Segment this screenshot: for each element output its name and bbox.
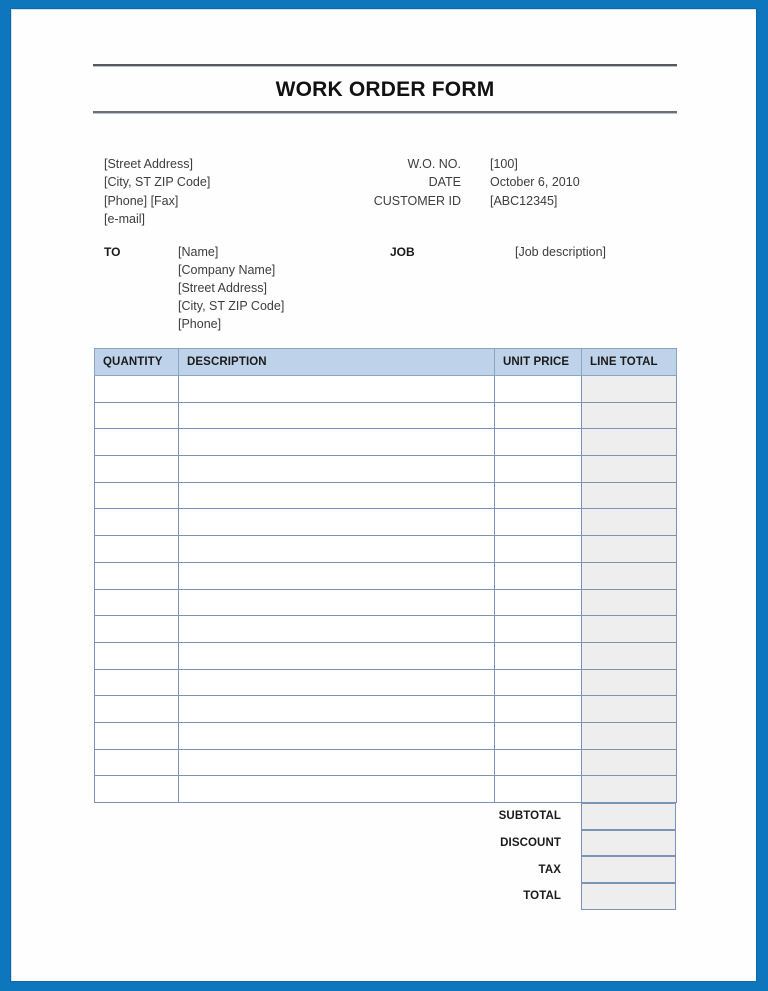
cell-quantity[interactable] [95, 376, 179, 403]
meta-value-date[interactable]: October 6, 2010 [490, 175, 580, 190]
recipient-job-block [104, 243, 684, 333]
cell-line-total[interactable] [582, 669, 677, 696]
cell-description[interactable] [179, 616, 495, 643]
cell-line-total[interactable] [582, 402, 677, 429]
cell-quantity[interactable] [95, 642, 179, 669]
cell-line-total[interactable] [582, 776, 677, 803]
cell-quantity[interactable] [95, 722, 179, 749]
table-row [95, 376, 677, 403]
cell-unit-price[interactable] [495, 509, 582, 536]
recipient-line-company[interactable]: [Company Name] [178, 263, 276, 277]
table-row [95, 456, 677, 483]
table-header-row [95, 349, 677, 376]
cell-quantity[interactable] [95, 669, 179, 696]
totals-label-total: TOTAL [523, 890, 561, 903]
title-rule-bottom [93, 111, 677, 114]
totals-value-discount[interactable] [581, 830, 676, 857]
sender-line-city: [City, ST ZIP Code] [104, 175, 211, 190]
meta-value-wo-no[interactable]: [100] [490, 157, 518, 171]
meta-value-customer-id[interactable]: [ABC12345] [490, 193, 558, 208]
table-row [95, 482, 677, 509]
totals-value-tax[interactable] [581, 856, 676, 883]
cell-quantity[interactable] [95, 589, 179, 616]
cell-description[interactable] [179, 376, 495, 403]
cell-description[interactable] [179, 536, 495, 563]
document-sheet [11, 9, 756, 981]
table-row [95, 536, 677, 563]
cell-unit-price[interactable] [495, 456, 582, 483]
table-row [95, 429, 677, 456]
cell-line-total[interactable] [582, 509, 677, 536]
cell-quantity[interactable] [95, 402, 179, 429]
cell-unit-price[interactable] [495, 696, 582, 723]
cell-description[interactable] [179, 696, 495, 723]
totals-row-tax [432, 856, 676, 883]
title-block [93, 64, 677, 114]
totals-label-discount: DISCOUNT [500, 837, 561, 850]
page-title: WORK ORDER FORM [275, 78, 495, 101]
totals-row-subtotal [432, 803, 676, 830]
cell-quantity[interactable] [95, 536, 179, 563]
cell-description[interactable] [179, 722, 495, 749]
cell-description[interactable] [179, 429, 495, 456]
sender-line-email: [e-mail] [104, 212, 145, 227]
job-description-value[interactable]: [Job description] [515, 245, 607, 259]
totals-row-discount [432, 830, 676, 857]
sender-line-street: [Street Address] [104, 157, 193, 171]
cell-unit-price[interactable] [495, 429, 582, 456]
cell-line-total[interactable] [582, 376, 677, 403]
table-row [95, 696, 677, 723]
cell-quantity[interactable] [95, 696, 179, 723]
cell-description[interactable] [179, 509, 495, 536]
cell-description[interactable] [179, 402, 495, 429]
cell-quantity[interactable] [95, 749, 179, 776]
cell-unit-price[interactable] [495, 722, 582, 749]
table-row [95, 749, 677, 776]
table-row [95, 722, 677, 749]
column-header-description: DESCRIPTION [179, 349, 495, 376]
cell-description[interactable] [179, 669, 495, 696]
table-row [95, 776, 677, 803]
meta-row-date [342, 173, 580, 191]
cell-line-total[interactable] [582, 696, 677, 723]
meta-label-wo-no: W.O. NO. [407, 157, 461, 171]
recipient-line-name[interactable]: [Name] [178, 245, 219, 259]
cell-description[interactable] [179, 749, 495, 776]
totals-block [432, 803, 676, 910]
cell-quantity[interactable] [95, 429, 179, 456]
cell-unit-price[interactable] [495, 376, 582, 403]
cell-unit-price[interactable] [495, 749, 582, 776]
table-row [95, 402, 677, 429]
totals-row-total [432, 883, 676, 910]
totals-label-tax: TAX [538, 863, 561, 876]
sender-address-block [104, 155, 210, 229]
cell-line-total[interactable] [582, 749, 677, 776]
cell-line-total[interactable] [582, 616, 677, 643]
cell-line-total[interactable] [582, 589, 677, 616]
meta-row-wo-no [342, 155, 580, 173]
cell-line-total[interactable] [582, 722, 677, 749]
sender-line-phone-fax: [Phone] [Fax] [104, 193, 179, 208]
line-items-header [95, 349, 677, 376]
cell-unit-price[interactable] [495, 589, 582, 616]
recipient-line-city[interactable]: [City, ST ZIP Code] [178, 299, 285, 313]
cell-line-total[interactable] [582, 562, 677, 589]
meta-row-customer-id [342, 192, 580, 210]
cell-unit-price[interactable] [495, 562, 582, 589]
table-row [95, 589, 677, 616]
cell-description[interactable] [179, 589, 495, 616]
cell-unit-price[interactable] [495, 776, 582, 803]
recipient-job-row [104, 243, 684, 333]
cell-line-total[interactable] [582, 429, 677, 456]
recipient-line-street[interactable]: [Street Address] [178, 281, 267, 295]
totals-label-subtotal: SUBTOTAL [498, 810, 561, 823]
job-label: JOB [390, 245, 415, 259]
cell-description[interactable] [179, 642, 495, 669]
line-items-body [95, 376, 677, 803]
recipient-label: TO [104, 245, 121, 259]
column-header-unit-price: UNIT PRICE [495, 349, 582, 376]
table-row [95, 616, 677, 643]
cell-line-total[interactable] [582, 482, 677, 509]
cell-unit-price[interactable] [495, 536, 582, 563]
cell-description[interactable] [179, 456, 495, 483]
cell-unit-price[interactable] [495, 482, 582, 509]
cell-description[interactable] [179, 776, 495, 803]
meta-label-date: DATE [428, 175, 461, 190]
line-items-table [94, 348, 677, 803]
column-header-line-total: LINE TOTAL [582, 349, 677, 376]
cell-line-total[interactable] [582, 456, 677, 483]
meta-label-customer-id: CUSTOMER ID [373, 193, 461, 208]
table-row [95, 562, 677, 589]
cell-unit-price[interactable] [495, 616, 582, 643]
cell-quantity[interactable] [95, 776, 179, 803]
cell-description[interactable] [179, 562, 495, 589]
table-row [95, 669, 677, 696]
recipient-line-phone[interactable]: [Phone] [178, 317, 222, 331]
cell-line-total[interactable] [582, 642, 677, 669]
table-row [95, 509, 677, 536]
recipient-address-lines [178, 243, 390, 333]
cell-unit-price[interactable] [495, 642, 582, 669]
totals-value-subtotal[interactable] [581, 803, 676, 830]
cell-unit-price[interactable] [495, 402, 582, 429]
cell-line-total[interactable] [582, 536, 677, 563]
order-meta-block [342, 155, 580, 210]
cell-quantity[interactable] [95, 456, 179, 483]
cell-quantity[interactable] [95, 616, 179, 643]
cell-unit-price[interactable] [495, 669, 582, 696]
cell-quantity[interactable] [95, 509, 179, 536]
totals-value-total[interactable] [581, 883, 676, 910]
cell-quantity[interactable] [95, 482, 179, 509]
cell-description[interactable] [179, 482, 495, 509]
column-header-quantity: QUANTITY [95, 349, 179, 376]
cell-quantity[interactable] [95, 562, 179, 589]
table-row [95, 642, 677, 669]
